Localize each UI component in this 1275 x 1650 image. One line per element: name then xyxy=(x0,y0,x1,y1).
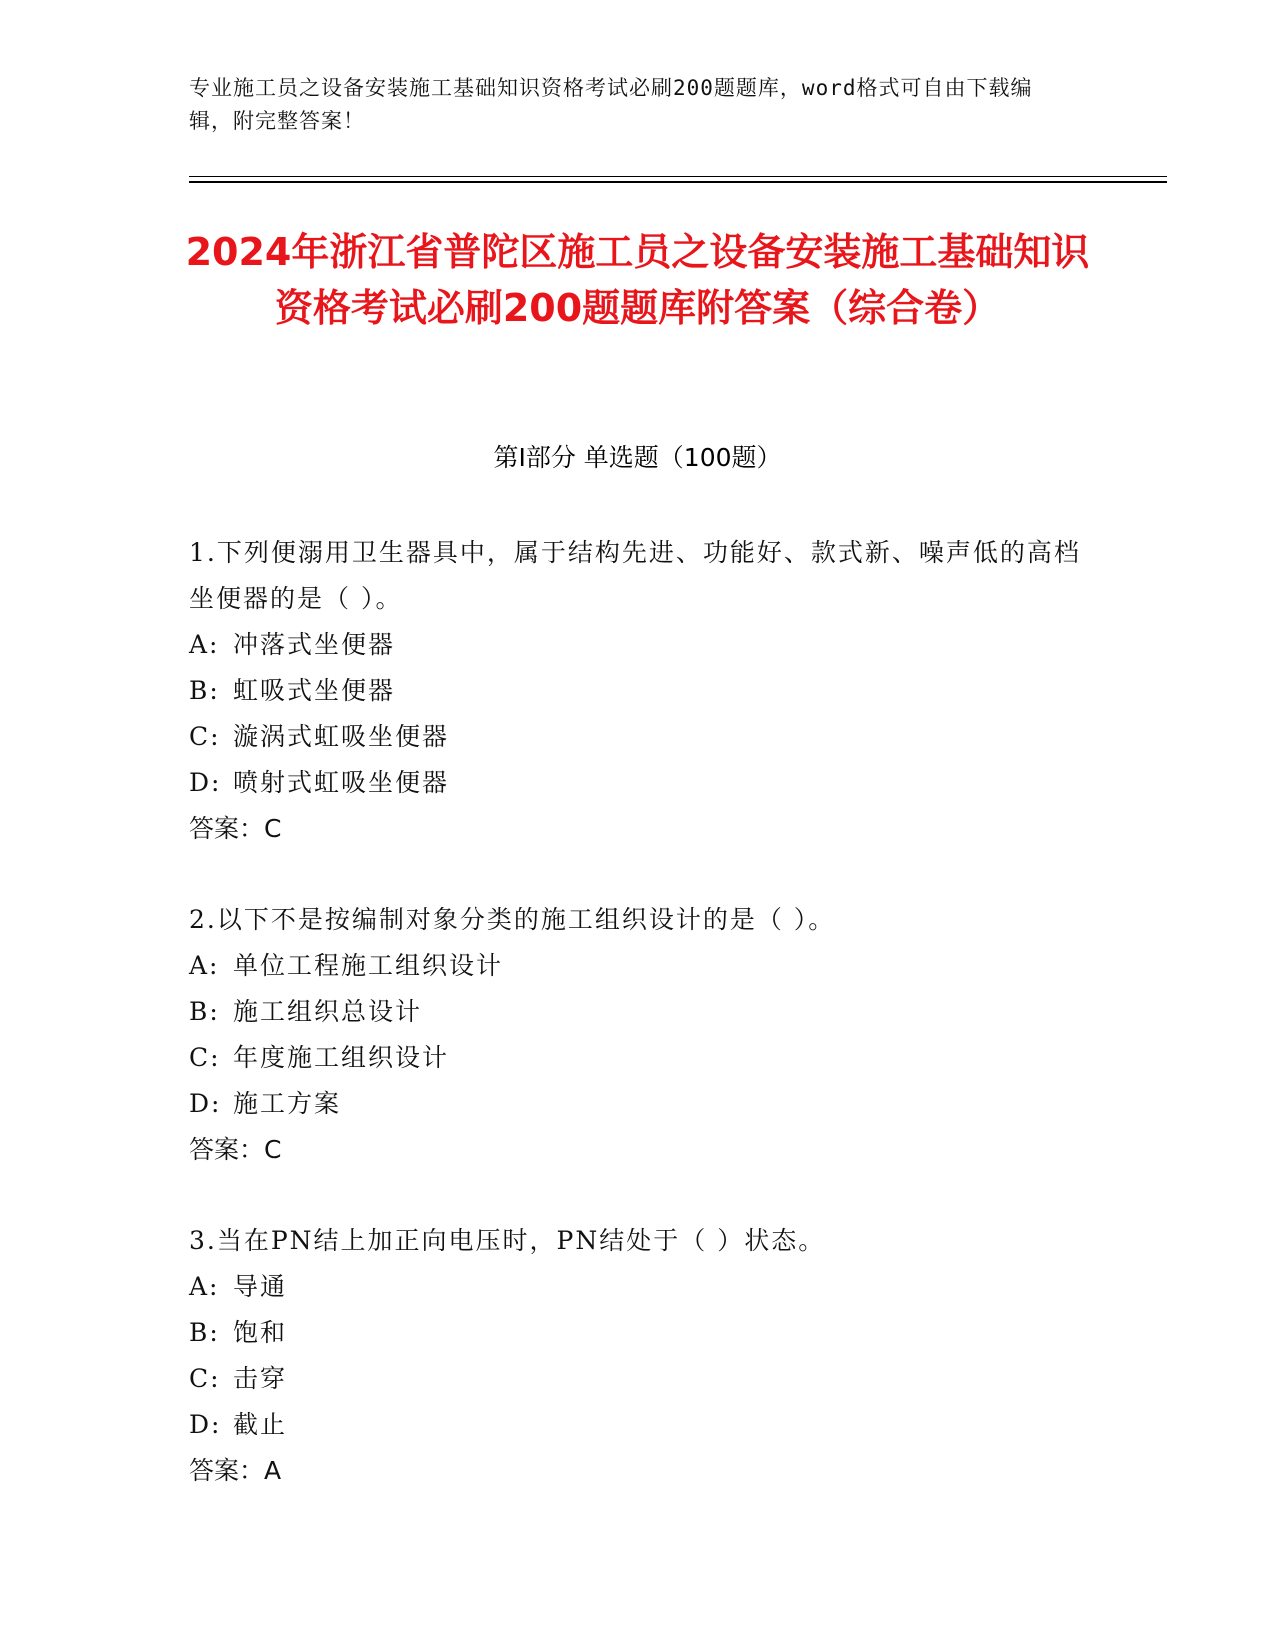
option-letter: D: xyxy=(189,768,222,797)
option-b xyxy=(189,668,1089,714)
option-letter: C: xyxy=(189,1364,221,1393)
option-text: 虹吸式坐便器 xyxy=(233,676,396,705)
option-text: 施工组织总设计 xyxy=(233,997,423,1026)
answer-line: 答案：C xyxy=(189,814,282,843)
option-letter: D: xyxy=(189,1410,222,1439)
option-a xyxy=(189,1264,1089,1310)
header-note: 专业施工员之设备安装施工基础知识资格考试必刷200题题库，word格式可自由下载编辑，附完整答案！ xyxy=(189,76,1033,133)
document-title: 2024年浙江省普陀区施工员之设备安装施工基础知识资格考试必刷200题题库附答案（综合卷） xyxy=(185,230,1090,330)
option-letter: C: xyxy=(189,1043,221,1072)
option-text: 冲落式坐便器 xyxy=(233,630,396,659)
option-d xyxy=(189,760,1089,806)
option-c xyxy=(189,1035,1089,1081)
option-c xyxy=(189,714,1089,760)
option-text: 饱和 xyxy=(233,1318,288,1347)
option-text: 年度施工组织设计 xyxy=(233,1043,450,1072)
question-3 xyxy=(189,1218,1089,1494)
question-stem: 3.当在PN结上加正向电压时，PN结处于（ ）状态。 xyxy=(189,1226,826,1255)
option-text: 喷射式虹吸坐便器 xyxy=(233,768,450,797)
option-text: 漩涡式虹吸坐便器 xyxy=(233,722,450,751)
option-b xyxy=(189,989,1089,1035)
answer-line: 答案：C xyxy=(189,1135,282,1164)
option-text: 施工方案 xyxy=(233,1089,342,1118)
section-heading: 第I部分 单选题（100题） xyxy=(493,443,782,472)
option-d xyxy=(189,1402,1089,1448)
option-letter: D: xyxy=(189,1089,222,1118)
option-letter: A: xyxy=(189,951,220,980)
question-stem: 2.以下不是按编制对象分类的施工组织设计的是（ ）。 xyxy=(189,905,836,934)
option-a xyxy=(189,943,1089,989)
option-letter: B: xyxy=(189,997,220,1026)
option-letter: B: xyxy=(189,676,220,705)
option-text: 击穿 xyxy=(233,1364,288,1393)
option-d xyxy=(189,1081,1089,1127)
option-c xyxy=(189,1356,1089,1402)
option-b xyxy=(189,1310,1089,1356)
question-list xyxy=(189,530,1089,1539)
header-divider-thin xyxy=(189,176,1167,177)
option-a xyxy=(189,622,1089,668)
option-letter: A: xyxy=(189,630,220,659)
option-text: 截止 xyxy=(233,1410,288,1439)
option-letter: C: xyxy=(189,722,221,751)
question-stem: 1.下列便溺用卫生器具中，属于结构先进、功能好、款式新、噪声低的高档坐便器的是（ ）。 xyxy=(189,538,1081,613)
answer-line: 答案：A xyxy=(189,1456,282,1485)
question-1 xyxy=(189,530,1089,852)
option-letter: B: xyxy=(189,1318,220,1347)
option-letter: A: xyxy=(189,1272,220,1301)
option-text: 导通 xyxy=(233,1272,288,1301)
question-2 xyxy=(189,897,1089,1173)
option-text: 单位工程施工组织设计 xyxy=(233,951,504,980)
header-divider-thick xyxy=(189,181,1167,183)
